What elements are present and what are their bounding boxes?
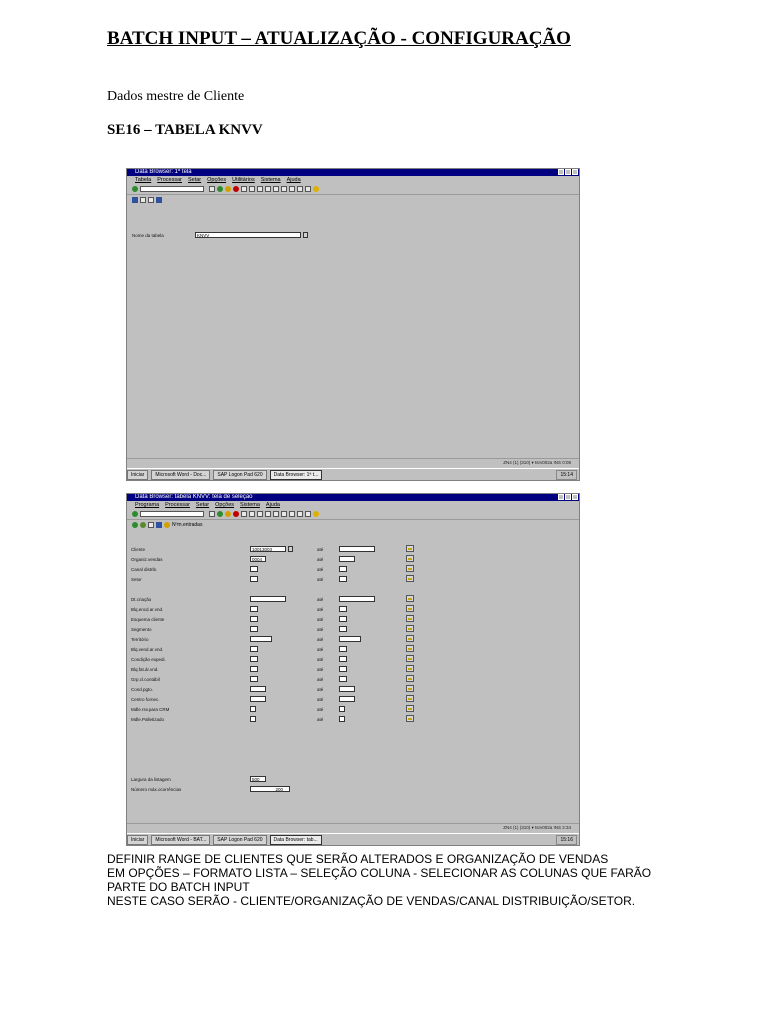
- get-variant-icon[interactable]: [148, 522, 154, 528]
- multiple-selection-button[interactable]: [406, 705, 414, 712]
- find-next-icon[interactable]: [257, 186, 263, 192]
- range-to-label: até: [317, 667, 324, 672]
- field-label: Organiz.vendas: [131, 557, 163, 562]
- application-toolbar: [127, 520, 579, 530]
- field-low-input[interactable]: [250, 676, 258, 682]
- field-low-input[interactable]: [250, 596, 286, 602]
- multiple-selection-button[interactable]: [406, 595, 414, 602]
- enter-icon[interactable]: [132, 186, 138, 192]
- multiple-selection-button[interactable]: [406, 685, 414, 692]
- field-label: Dt.criação: [131, 597, 152, 602]
- system-clock: 15:16: [556, 835, 577, 845]
- range-to-label: até: [317, 657, 324, 662]
- multiple-selection-button[interactable]: [406, 675, 414, 682]
- field-label: Segmento: [131, 627, 152, 632]
- status-bar: ZN4 (1) (310) ▾ tsrv002a INS 0:08: [127, 458, 579, 467]
- field-low-input[interactable]: [250, 636, 272, 642]
- field-low-input[interactable]: [250, 706, 256, 712]
- range-to-label: até: [317, 637, 324, 642]
- first-page-icon[interactable]: [265, 511, 271, 517]
- help-icon[interactable]: [313, 511, 319, 517]
- field-label: Esquema cliente: [131, 617, 165, 622]
- application-toolbar: [127, 195, 579, 205]
- create-entries-icon[interactable]: [140, 197, 146, 203]
- list-width-input[interactable]: 500: [250, 776, 266, 782]
- field-high-input[interactable]: [339, 576, 347, 582]
- possible-entries-icon[interactable]: [303, 232, 308, 238]
- find-next-icon[interactable]: [257, 511, 263, 517]
- field-high-input[interactable]: [339, 566, 347, 572]
- possible-entries-icon[interactable]: [288, 546, 293, 552]
- next-page-icon[interactable]: [281, 511, 287, 517]
- info-icon[interactable]: [156, 197, 162, 203]
- sap-window-initial-screen: [126, 168, 580, 481]
- minimize-icon[interactable]: [558, 169, 564, 175]
- find-icon[interactable]: [249, 511, 255, 517]
- standard-toolbar: [127, 184, 579, 195]
- field-low-input[interactable]: [250, 626, 258, 632]
- range-to-label: até: [317, 577, 324, 582]
- field-low-input[interactable]: 0004: [250, 556, 266, 562]
- taskbar-item[interactable]: SAP Logon Pad 620: [213, 470, 266, 480]
- field-low-input[interactable]: [250, 716, 256, 722]
- field-high-input[interactable]: [339, 646, 347, 652]
- menu-item[interactable]: Setar: [187, 177, 202, 183]
- menu-bar: [127, 176, 579, 184]
- field-label: Centro fornec.: [131, 697, 160, 702]
- range-to-label: até: [317, 567, 324, 572]
- menu-item[interactable]: Setar: [195, 502, 210, 508]
- command-field[interactable]: [140, 186, 204, 192]
- range-to-label: até: [317, 557, 324, 562]
- menu-item[interactable]: Ajuda: [286, 177, 301, 183]
- multiple-selection-button[interactable]: [406, 645, 414, 652]
- taskbar-item[interactable]: Data Browser: tab...: [270, 835, 322, 845]
- multiple-selection-button[interactable]: [406, 565, 414, 572]
- window-controls[interactable]: [558, 494, 578, 500]
- windows-taskbar: [127, 468, 579, 480]
- window-title: Data Browser: 1ª tela: [135, 169, 192, 175]
- range-to-label: até: [317, 627, 324, 632]
- field-high-input[interactable]: [339, 556, 355, 562]
- range-to-label: até: [317, 697, 324, 702]
- new-session-icon[interactable]: [297, 511, 303, 517]
- field-label: Setor: [131, 577, 142, 582]
- range-to-label: até: [317, 707, 324, 712]
- field-high-input[interactable]: [339, 706, 345, 712]
- standard-toolbar: [127, 509, 579, 520]
- close-icon[interactable]: [572, 494, 578, 500]
- field-low-input[interactable]: [250, 696, 266, 702]
- field-high-input[interactable]: [339, 686, 355, 692]
- range-to-label: até: [317, 617, 324, 622]
- multiple-selection-button[interactable]: [406, 545, 414, 552]
- note-line: NESTE CASO SERÃO - CLIENTE/ORGANIZAÇÃO DE VENDAS/CANAL DISTRIBUIÇÃO/SETOR.: [107, 894, 636, 908]
- field-high-input[interactable]: [339, 716, 345, 722]
- multiple-selection-button[interactable]: [406, 695, 414, 702]
- field-low-input[interactable]: [250, 646, 258, 652]
- info-icon[interactable]: [156, 522, 162, 528]
- field-high-input[interactable]: [339, 696, 355, 702]
- field-label: Canal distrib.: [131, 567, 158, 572]
- field-low-input[interactable]: [250, 576, 258, 582]
- menu-item[interactable]: Ajuda: [265, 502, 280, 508]
- selection-criteria-area: [127, 534, 579, 818]
- range-to-label: até: [317, 677, 324, 682]
- multiple-selection-button[interactable]: [406, 575, 414, 582]
- window-title: Data Browser: tabela KNVV: tela de seleção: [135, 494, 253, 500]
- exit-icon[interactable]: [225, 186, 231, 192]
- taskbar-item[interactable]: SAP Logon Pad 620: [213, 835, 266, 845]
- next-page-icon[interactable]: [281, 186, 287, 192]
- cancel-icon[interactable]: [233, 186, 239, 192]
- start-button[interactable]: Iniciar: [127, 835, 148, 845]
- window-titlebar: [127, 169, 579, 176]
- save-icon[interactable]: [209, 511, 215, 517]
- range-to-label: até: [317, 717, 324, 722]
- field-low-input[interactable]: [250, 686, 266, 692]
- execute-background-icon[interactable]: [140, 522, 146, 528]
- table-name-label: Nome da tabela: [132, 233, 164, 238]
- menu-item[interactable]: Sistema: [260, 177, 281, 183]
- field-high-input[interactable]: [339, 666, 347, 672]
- window-titlebar: [127, 494, 579, 501]
- field-low-input[interactable]: [250, 566, 258, 572]
- multiple-selection-button[interactable]: [406, 635, 414, 642]
- range-to-label: até: [317, 607, 324, 612]
- multiple-selection-button[interactable]: [406, 655, 414, 662]
- last-page-icon[interactable]: [289, 186, 295, 192]
- menu-item[interactable]: Processar: [165, 502, 190, 508]
- sap-window-selection-screen: [126, 493, 580, 846]
- note-line: PARTE DO BATCH INPUT: [107, 880, 250, 894]
- taskbar-item[interactable]: Data Browser: 1ª t...: [270, 470, 323, 480]
- first-page-icon[interactable]: [265, 186, 271, 192]
- new-session-icon[interactable]: [297, 186, 303, 192]
- field-label: Grp.cl.contábil: [131, 677, 160, 682]
- field-label: Blq.vend.ar.vnd.: [131, 647, 164, 652]
- field-label: Blq.fat.ár.vnd.: [131, 667, 159, 672]
- previous-page-icon[interactable]: [273, 186, 279, 192]
- enter-icon[interactable]: [132, 511, 138, 517]
- help-icon[interactable]: [313, 186, 319, 192]
- field-low-input[interactable]: 10013003: [250, 546, 286, 552]
- maximize-icon[interactable]: [565, 494, 571, 500]
- field-low-input[interactable]: [250, 606, 258, 612]
- screen-content: [127, 209, 579, 454]
- range-to-label: até: [317, 597, 324, 602]
- shortcut-icon[interactable]: [305, 511, 311, 517]
- command-field[interactable]: [140, 511, 204, 517]
- multiple-selection-button[interactable]: [406, 555, 414, 562]
- document-title: BATCH INPUT – ATUALIZAÇÃO - CONFIGURAÇÃO: [107, 28, 571, 49]
- multiple-selection-button[interactable]: [406, 615, 414, 622]
- instruction-notes: [107, 852, 667, 908]
- back-icon[interactable]: [217, 511, 223, 517]
- field-high-input[interactable]: [339, 596, 375, 602]
- menu-item[interactable]: Utilitários: [232, 177, 255, 183]
- maximize-icon[interactable]: [565, 169, 571, 175]
- range-to-label: até: [317, 547, 324, 552]
- number-of-entries-button[interactable]: Nºm.entradas: [172, 522, 203, 528]
- field-high-input[interactable]: [339, 676, 347, 682]
- list-width-label: Largura da listagem: [131, 777, 171, 782]
- menu-item[interactable]: Sistema: [240, 502, 260, 508]
- menu-bar: [127, 501, 579, 509]
- find-icon[interactable]: [249, 186, 255, 192]
- taskbar-item[interactable]: Microsoft Word - BAT...: [151, 835, 210, 845]
- field-label: Condição expedi.: [131, 657, 166, 662]
- field-low-input[interactable]: [250, 666, 258, 672]
- menu-item[interactable]: Opções: [207, 177, 227, 183]
- field-label: Território: [131, 637, 149, 642]
- multiple-selection-button[interactable]: [406, 625, 414, 632]
- field-label: Cliente: [131, 547, 146, 552]
- taskbar-item[interactable]: Microsoft Word - Doc...: [151, 470, 210, 480]
- window-controls[interactable]: [558, 169, 578, 175]
- max-hits-input[interactable]: 200: [250, 786, 290, 792]
- close-icon[interactable]: [572, 169, 578, 175]
- print-icon[interactable]: [241, 186, 247, 192]
- field-high-input[interactable]: [339, 626, 347, 632]
- multiple-selection-button[interactable]: [406, 665, 414, 672]
- range-to-label: até: [317, 687, 324, 692]
- note-line: EM OPÇÕES – FORMATO LISTA – SELEÇÃO COLUNA - SELECIONAR AS COLUNAS QUE FARÃO: [107, 866, 652, 880]
- last-page-icon[interactable]: [289, 511, 295, 517]
- exit-icon[interactable]: [225, 511, 231, 517]
- cancel-icon[interactable]: [233, 511, 239, 517]
- start-button[interactable]: Iniciar: [127, 470, 148, 480]
- previous-page-icon[interactable]: [273, 511, 279, 517]
- note-line: DEFINIR RANGE DE CLIENTES QUE SERÃO ALTERADOS E ORGANIZAÇÃO DE VENDAS: [107, 852, 609, 866]
- minimize-icon[interactable]: [558, 494, 564, 500]
- display-icon[interactable]: [148, 197, 154, 203]
- windows-taskbar: [127, 833, 579, 845]
- field-low-input[interactable]: [250, 616, 258, 622]
- save-icon[interactable]: [209, 186, 215, 192]
- field-high-input[interactable]: [339, 616, 347, 622]
- back-icon[interactable]: [217, 186, 223, 192]
- field-label: Blq.encd.ar.vnd.: [131, 607, 164, 612]
- shortcut-icon[interactable]: [305, 186, 311, 192]
- menu-item[interactable]: Processar: [157, 177, 182, 183]
- table-contents-icon[interactable]: [132, 197, 138, 203]
- system-clock: 15:14: [556, 470, 577, 480]
- print-icon[interactable]: [241, 511, 247, 517]
- menu-item[interactable]: Opções: [215, 502, 235, 508]
- max-hits-label: Número máx.ocorrências: [131, 787, 182, 792]
- field-high-input[interactable]: [339, 656, 347, 662]
- document-subtitle: Dados mestre de Cliente: [107, 89, 245, 104]
- field-low-input[interactable]: [250, 656, 258, 662]
- multiple-selection-button[interactable]: [406, 605, 414, 612]
- field-label: Mdle.Palletizado: [131, 717, 165, 722]
- field-high-input[interactable]: [339, 546, 375, 552]
- field-label: Cond.pgto.: [131, 687, 154, 692]
- field-label: Mdle.rsv.para CRM: [131, 707, 170, 712]
- clock-icon[interactable]: [164, 522, 170, 528]
- section-heading: SE16 – TABELA KNVV: [107, 122, 263, 138]
- status-bar: ZN4 (1) (310) ▾ tsrv002a INS 2:34: [127, 823, 579, 832]
- multiple-selection-button[interactable]: [406, 715, 414, 722]
- execute-icon[interactable]: [132, 522, 138, 528]
- range-to-label: até: [317, 647, 324, 652]
- field-high-input[interactable]: [339, 606, 347, 612]
- menu-item[interactable]: Tabela: [135, 177, 152, 183]
- table-name-input[interactable]: KNVV: [195, 232, 301, 238]
- menu-item[interactable]: Programa: [135, 502, 160, 508]
- field-high-input[interactable]: [339, 636, 361, 642]
